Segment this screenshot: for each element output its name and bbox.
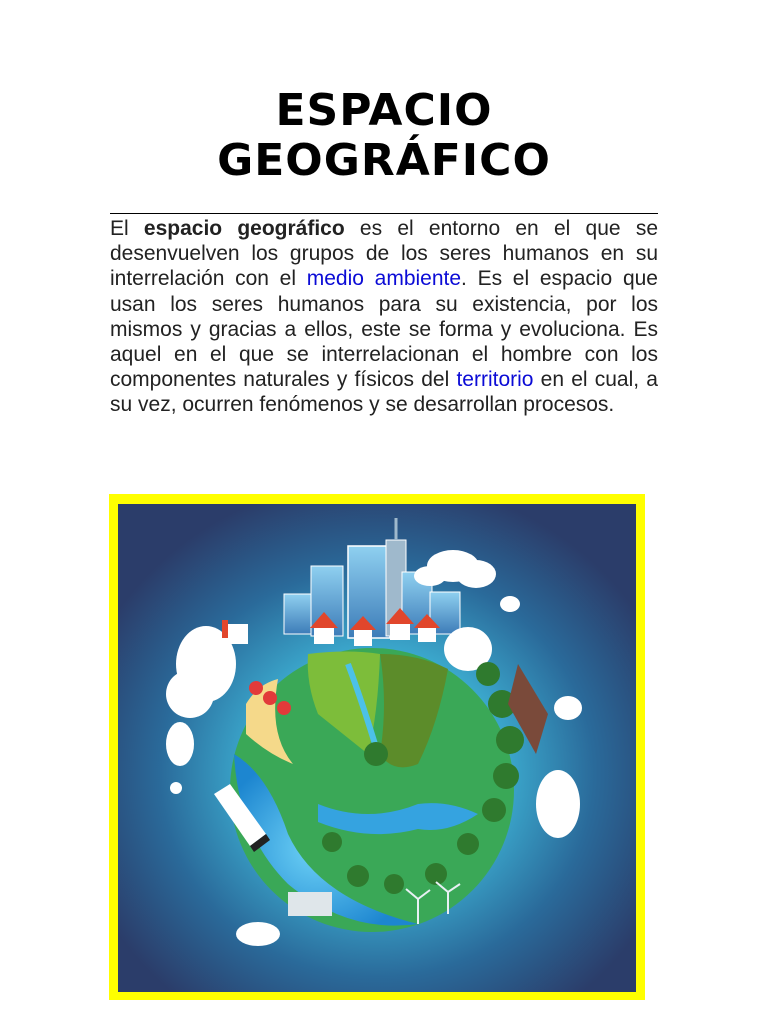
title-line-1: ESPACIO [275, 85, 493, 136]
paragraph-intro: El [110, 217, 144, 240]
title-line-2: GEOGRÁFICO [217, 135, 551, 186]
globe-illustration [118, 504, 636, 992]
factory [288, 892, 332, 916]
key-term: espacio geográfico [143, 217, 345, 240]
page-title [110, 86, 658, 186]
paragraph-text-1: es el entorno en el que se desenvuelven los grupos de los seres humanos en su interrelación con el [110, 217, 658, 291]
link-medio-ambiente[interactable]: medio ambiente [306, 267, 462, 291]
title-divider [110, 213, 658, 214]
paragraph-text-2: . Es el espacio que usan los seres humanos para su existencia, por los mismos y gracias a ellos, este se forma y evoluciona. Es aquel en el que se interrelacionan el hombre con los componentes naturales y físicos del [110, 267, 658, 392]
link-territorio[interactable]: territorio [456, 368, 534, 392]
definition-paragraph [110, 216, 658, 418]
paragraph-text-3: en el cual, a su vez, ocurren fenómenos y se desarrollan procesos. [110, 368, 658, 417]
globe-city-nature-icon [118, 504, 636, 992]
illustration-frame [109, 494, 645, 1000]
